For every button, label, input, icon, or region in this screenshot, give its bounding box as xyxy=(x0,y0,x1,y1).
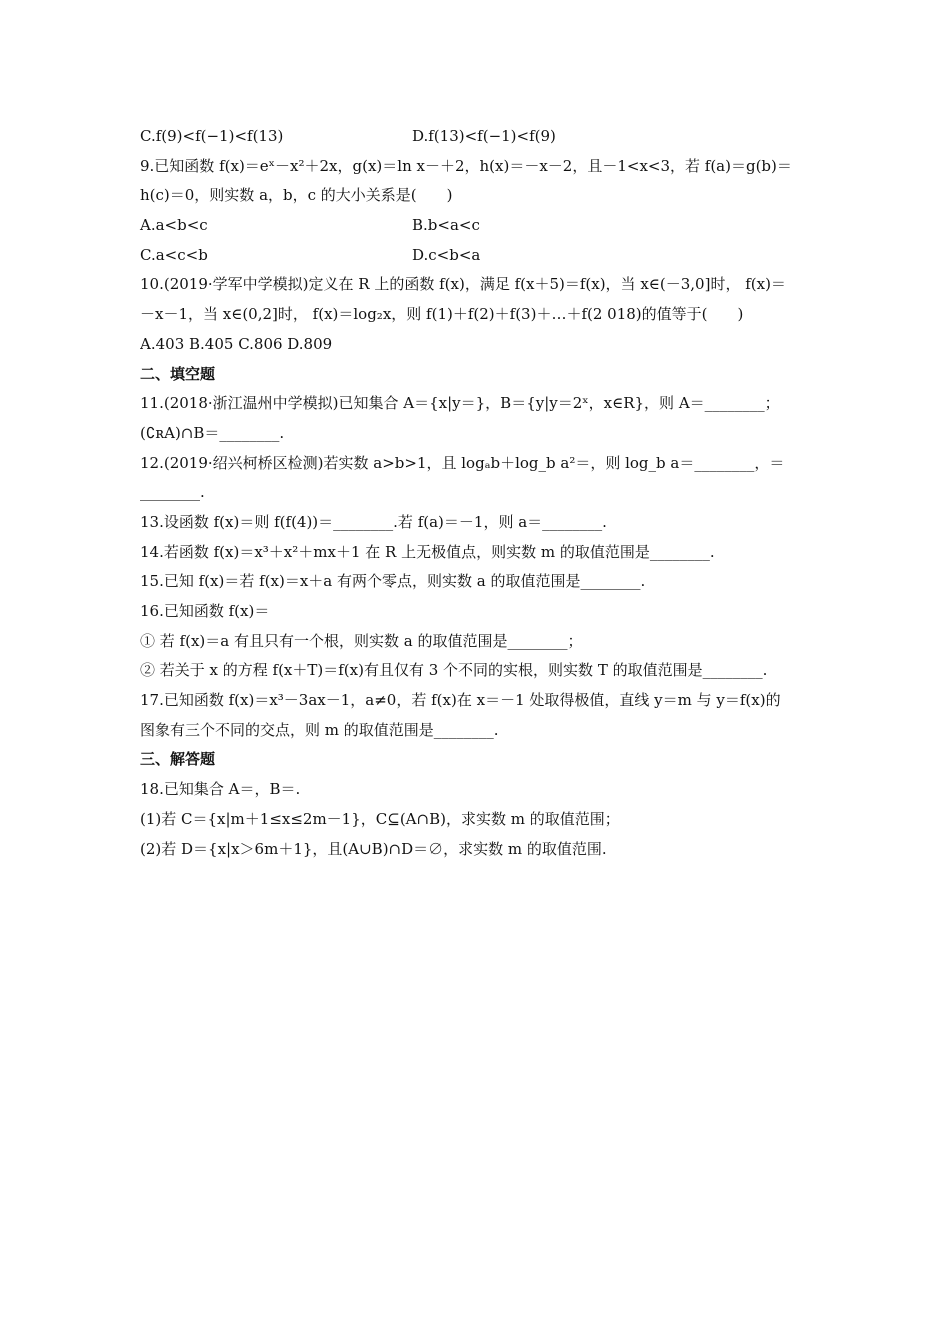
q17-stem-line2: 图象有三个不同的交点，则 m 的取值范围是________. xyxy=(140,720,499,739)
q11-stem-line1: 11.(2018·浙江温州中学模拟)已知集合 A＝{x|y＝}，B＝{y|y＝2ˣ，x∈R}，则 A＝________； xyxy=(140,394,780,413)
q10-stem-line2: －x－1，当 x∈(0,2]时， f(x)＝log₂x，则 f(1)＋f(2)＋f(3)＋…＋f(2 018)的值等于( ) xyxy=(140,305,744,324)
section-heading-fill-in: 二、填空题 xyxy=(140,364,216,383)
q8-option-d: D.f(13)<f(−1)<f(9) xyxy=(412,127,556,145)
document-page xyxy=(140,122,812,864)
q16-part2: ② 若关于 x 的方程 f(x＋T)＝f(x)有且仅有 3 个不同的实根，则实数 T 的取值范围是________. xyxy=(140,661,768,680)
q14-stem: 14.若函数 f(x)＝x³＋x²＋mx＋1 在 R 上无极值点，则实数 m 的取值范围是________. xyxy=(140,542,715,561)
q10-options: A.403 B.405 C.806 D.809 xyxy=(140,334,333,353)
q9-option-a: A.a<b<c xyxy=(140,216,208,235)
q18-part1: (1)若 C＝{x|m＋1≤x≤2m－1}，C⊆(A∩B)，求实数 m 的取值范围； xyxy=(140,809,620,828)
q16-part1: ① 若 f(x)＝a 有且只有一个根，则实数 a 的取值范围是________； xyxy=(140,631,583,650)
q9-option-b: B.b<a<c xyxy=(412,216,480,235)
q11-stem-line2: (∁ʀA)∩B＝________. xyxy=(140,423,285,442)
q9-stem-line1: 9.已知函数 f(x)＝eˣ－x²＋2x，g(x)＝ln x－＋2，h(x)＝－x－2，且－1<x<3，若 f(a)＝g(b)＝ xyxy=(140,156,792,175)
q12-stem-line2: ________. xyxy=(140,483,205,502)
section-heading-solutions: 三、解答题 xyxy=(140,750,216,769)
q17-stem-line1: 17.已知函数 f(x)＝x³－3ax－1，a≠0，若 f(x)在 x＝－1 处取得极值，直线 y＝m 与 y＝f(x)的 xyxy=(140,691,781,710)
q16-stem: 16.已知函数 f(x)＝ xyxy=(140,602,270,620)
q9-stem-line2: h(c)＝0，则实数 a，b，c 的大小关系是( ) xyxy=(140,186,453,205)
q15-stem: 15.已知 f(x)＝若 f(x)＝x＋a 有两个零点，则实数 a 的取值范围是________. xyxy=(140,572,646,591)
q9-options-row1 xyxy=(140,211,812,241)
q18-part2: (2)若 D＝{x|x＞6m＋1}，且(A∪B)∩D＝∅，求实数 m 的取值范围. xyxy=(140,839,607,858)
q8-options xyxy=(140,122,812,152)
q10-stem-line1: 10.(2019·学军中学模拟)定义在 R 上的函数 f(x)，满足 f(x＋5)＝f(x)，当 x∈(－3,0]时， f(x)＝ xyxy=(140,275,786,294)
q13-stem: 13.设函数 f(x)＝则 f(f(4))＝________.若 f(a)＝－1，则 a＝________. xyxy=(140,512,607,531)
q9-options-row2 xyxy=(140,241,812,271)
q9-option-c: C.a<c<b xyxy=(140,245,208,264)
q8-option-c: C.f(9)<f(−1)<f(13) xyxy=(140,127,284,145)
q18-stem: 18.已知集合 A＝，B＝. xyxy=(140,780,301,799)
q12-stem-line1: 12.(2019·绍兴柯桥区检测)若实数 a>b>1，且 logₐb＋log_b a²＝，则 log_b a＝________，＝ xyxy=(140,453,785,472)
q9-option-d: D.c<b<a xyxy=(412,245,481,264)
